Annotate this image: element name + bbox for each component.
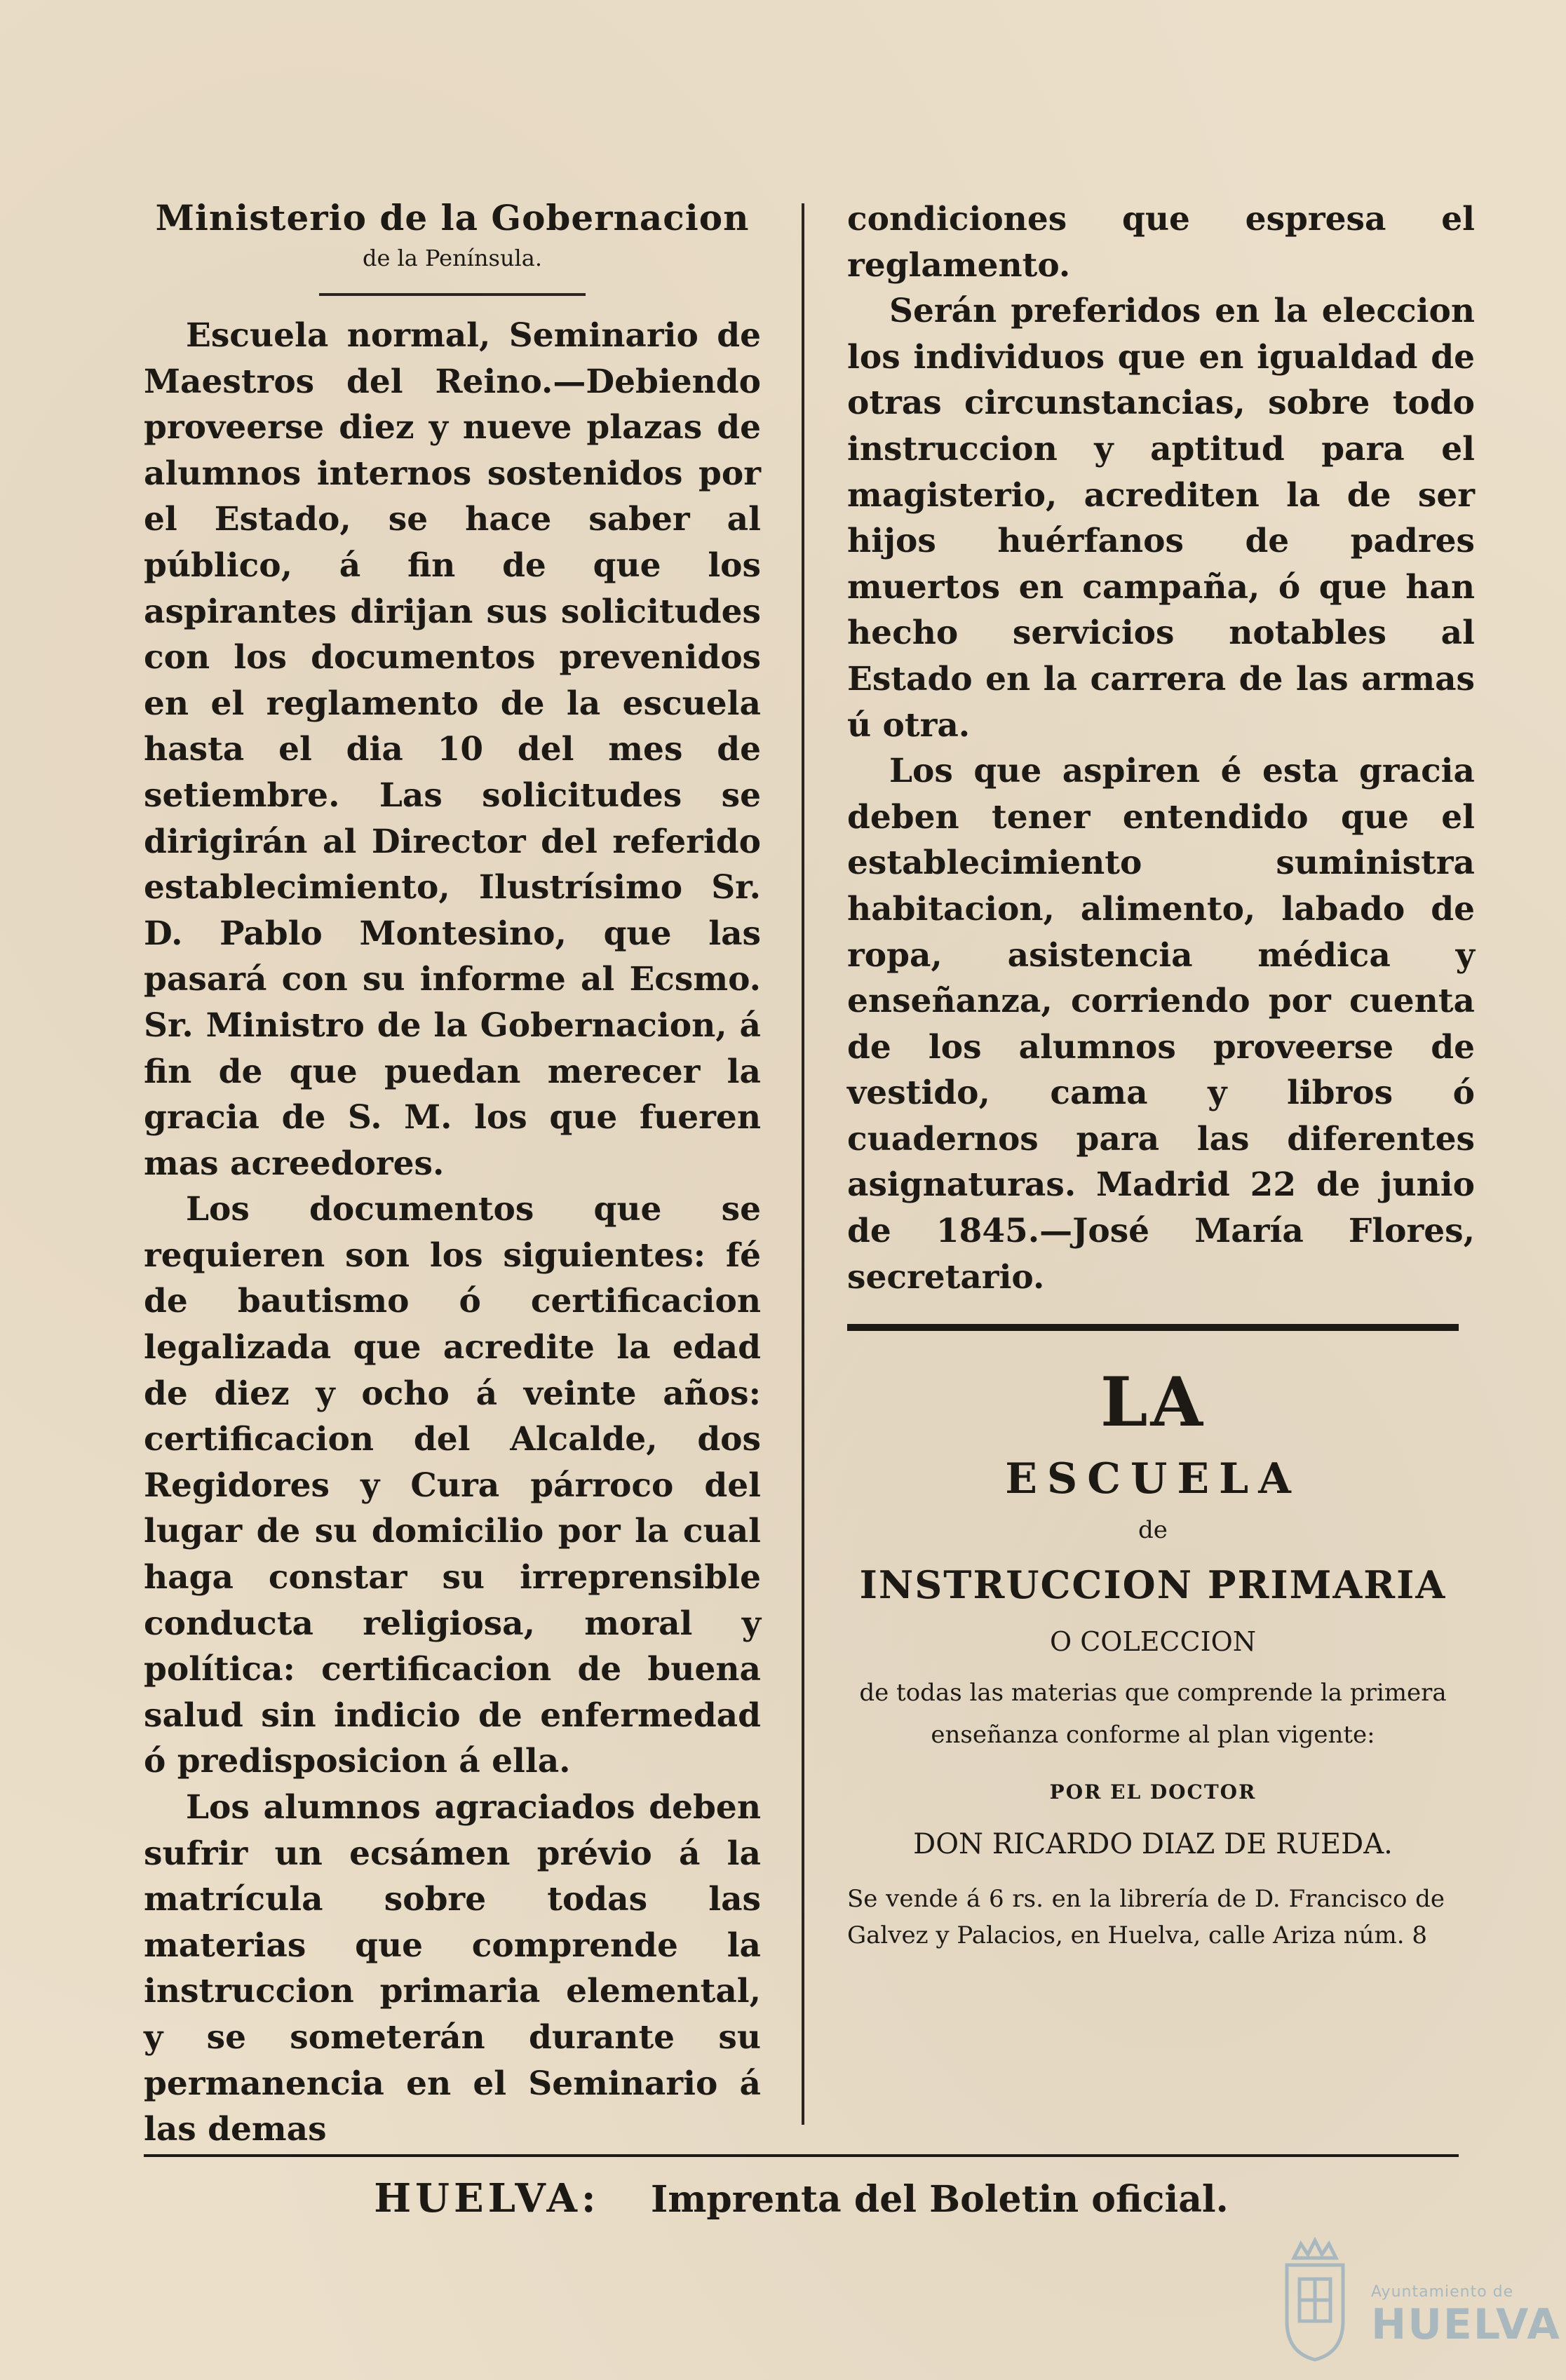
watermark-small: Ayuntamiento de — [1371, 2283, 1514, 2301]
ad-author: DON RICARDO DIAZ DE RUEDA. — [913, 1828, 1393, 1860]
city-seal-icon — [1273, 2237, 1357, 2363]
heading-rule — [319, 293, 586, 296]
footer-rule — [144, 2154, 1459, 2157]
watermark-text — [1371, 2283, 1561, 2349]
left-column — [144, 196, 761, 2149]
ad-sale-info: Se vende á 6 rs. en la librería de D. Francisco de Galvez y Palacios, en Huelva, calle Ariza núm. 8 — [847, 1885, 1445, 1949]
ad-title-coleccion: O COLECCION — [1050, 1626, 1256, 1657]
left-paragraph-2: Los documentos que se requieren son los siguientes: fé de bautismo ó certificacion legalizada que acredite la edad de diez y ocho á veinte años: certificacion del Alcalde, dos Regidores y Cura párroco del lugar de su domicilio por la cual haga constar su irreprensible conducta religiosa, moral y política: certificacion de buena salud sin indicio de enfermedad ó predisposicion á ella. — [144, 1190, 761, 1781]
ad-title-la: LA — [1100, 1363, 1206, 1442]
footer-imprint — [144, 2167, 1459, 2231]
ministry-heading: Ministerio de la Gobernacion — [155, 197, 750, 238]
ad-by: POR EL DOCTOR — [1049, 1780, 1257, 1804]
left-paragraph-3: Los alumnos agraciados deben sufrir un ecsámen prévio á la matrícula sobre todas las materias que comprende la instruccion primaria elemental, y se someterán durante su permanencia en el Seminario á las demas — [144, 1788, 761, 2149]
ad-title-escuela: ESCUELA — [1005, 1454, 1301, 1503]
watermark-big: HUELVA — [1371, 2300, 1561, 2349]
right-body — [847, 196, 1475, 1300]
ad-title-instruccion: INSTRUCCION PRIMARIA — [859, 1562, 1447, 1607]
advertisement-rule — [847, 1324, 1459, 1331]
ad-description: de todas las materias que comprende la primera enseñanza conforme al plan vigente: — [859, 1679, 1447, 1749]
right-paragraph-2: Los que aspiren é esta gracia deben tener entendido que el establecimiento suministra habitacion, alimento, labado de ropa, asistencia médica y enseñanza, corriendo por cuenta de los alumnos proveerse de vestido, cama y libros ó cuadernos para las diferentes asignaturas. Madrid 22 de junio de 1845.—José María Flores, secretario. — [847, 752, 1475, 1297]
footer-printer: Imprenta del Boletin oficial. — [651, 2178, 1229, 2221]
left-body — [144, 313, 761, 2153]
ministry-subheading: de la Península. — [362, 245, 543, 271]
footer-place: HUELVA: — [374, 2175, 600, 2222]
ad-title-de: de — [1138, 1516, 1168, 1544]
advertisement — [847, 1360, 1459, 1954]
column-divider — [802, 203, 804, 2125]
right-paragraph-1: Serán preferidos en la eleccion los individuos que en igualdad de otras circunstancias, sobre todo instruccion y aptitud para el magisterio, acrediten la de ser hijos huérfanos de padres muertos en campaña, ó que han hecho servicios notables al Estado en la carrera de las armas ú otra. — [847, 292, 1475, 745]
right-continuation: condiciones que espresa el reglamento. — [847, 200, 1475, 285]
left-paragraph-1: Escuela normal, Seminario de Maestros del Reino.—Debiendo proveerse diez y nueve plazas de alumnos internos sostenidos por el Estado, se hace saber al público, á fin de que los aspirantes dirijan sus solicitudes con los documentos prevenidos en el reglamento de la escuela hasta el dia 10 del mes de setiembre. Las solicitudes se dirigirán al Director del referido establecimiento, Ilustrísimo Sr. D. Pablo Montesino, que las pasará con su informe al Ecsmo. Sr. Ministro de la Gobernacion, á fin de que puedan merecer la gracia de S. M. los que fueren mas acreedores. — [144, 316, 761, 1183]
